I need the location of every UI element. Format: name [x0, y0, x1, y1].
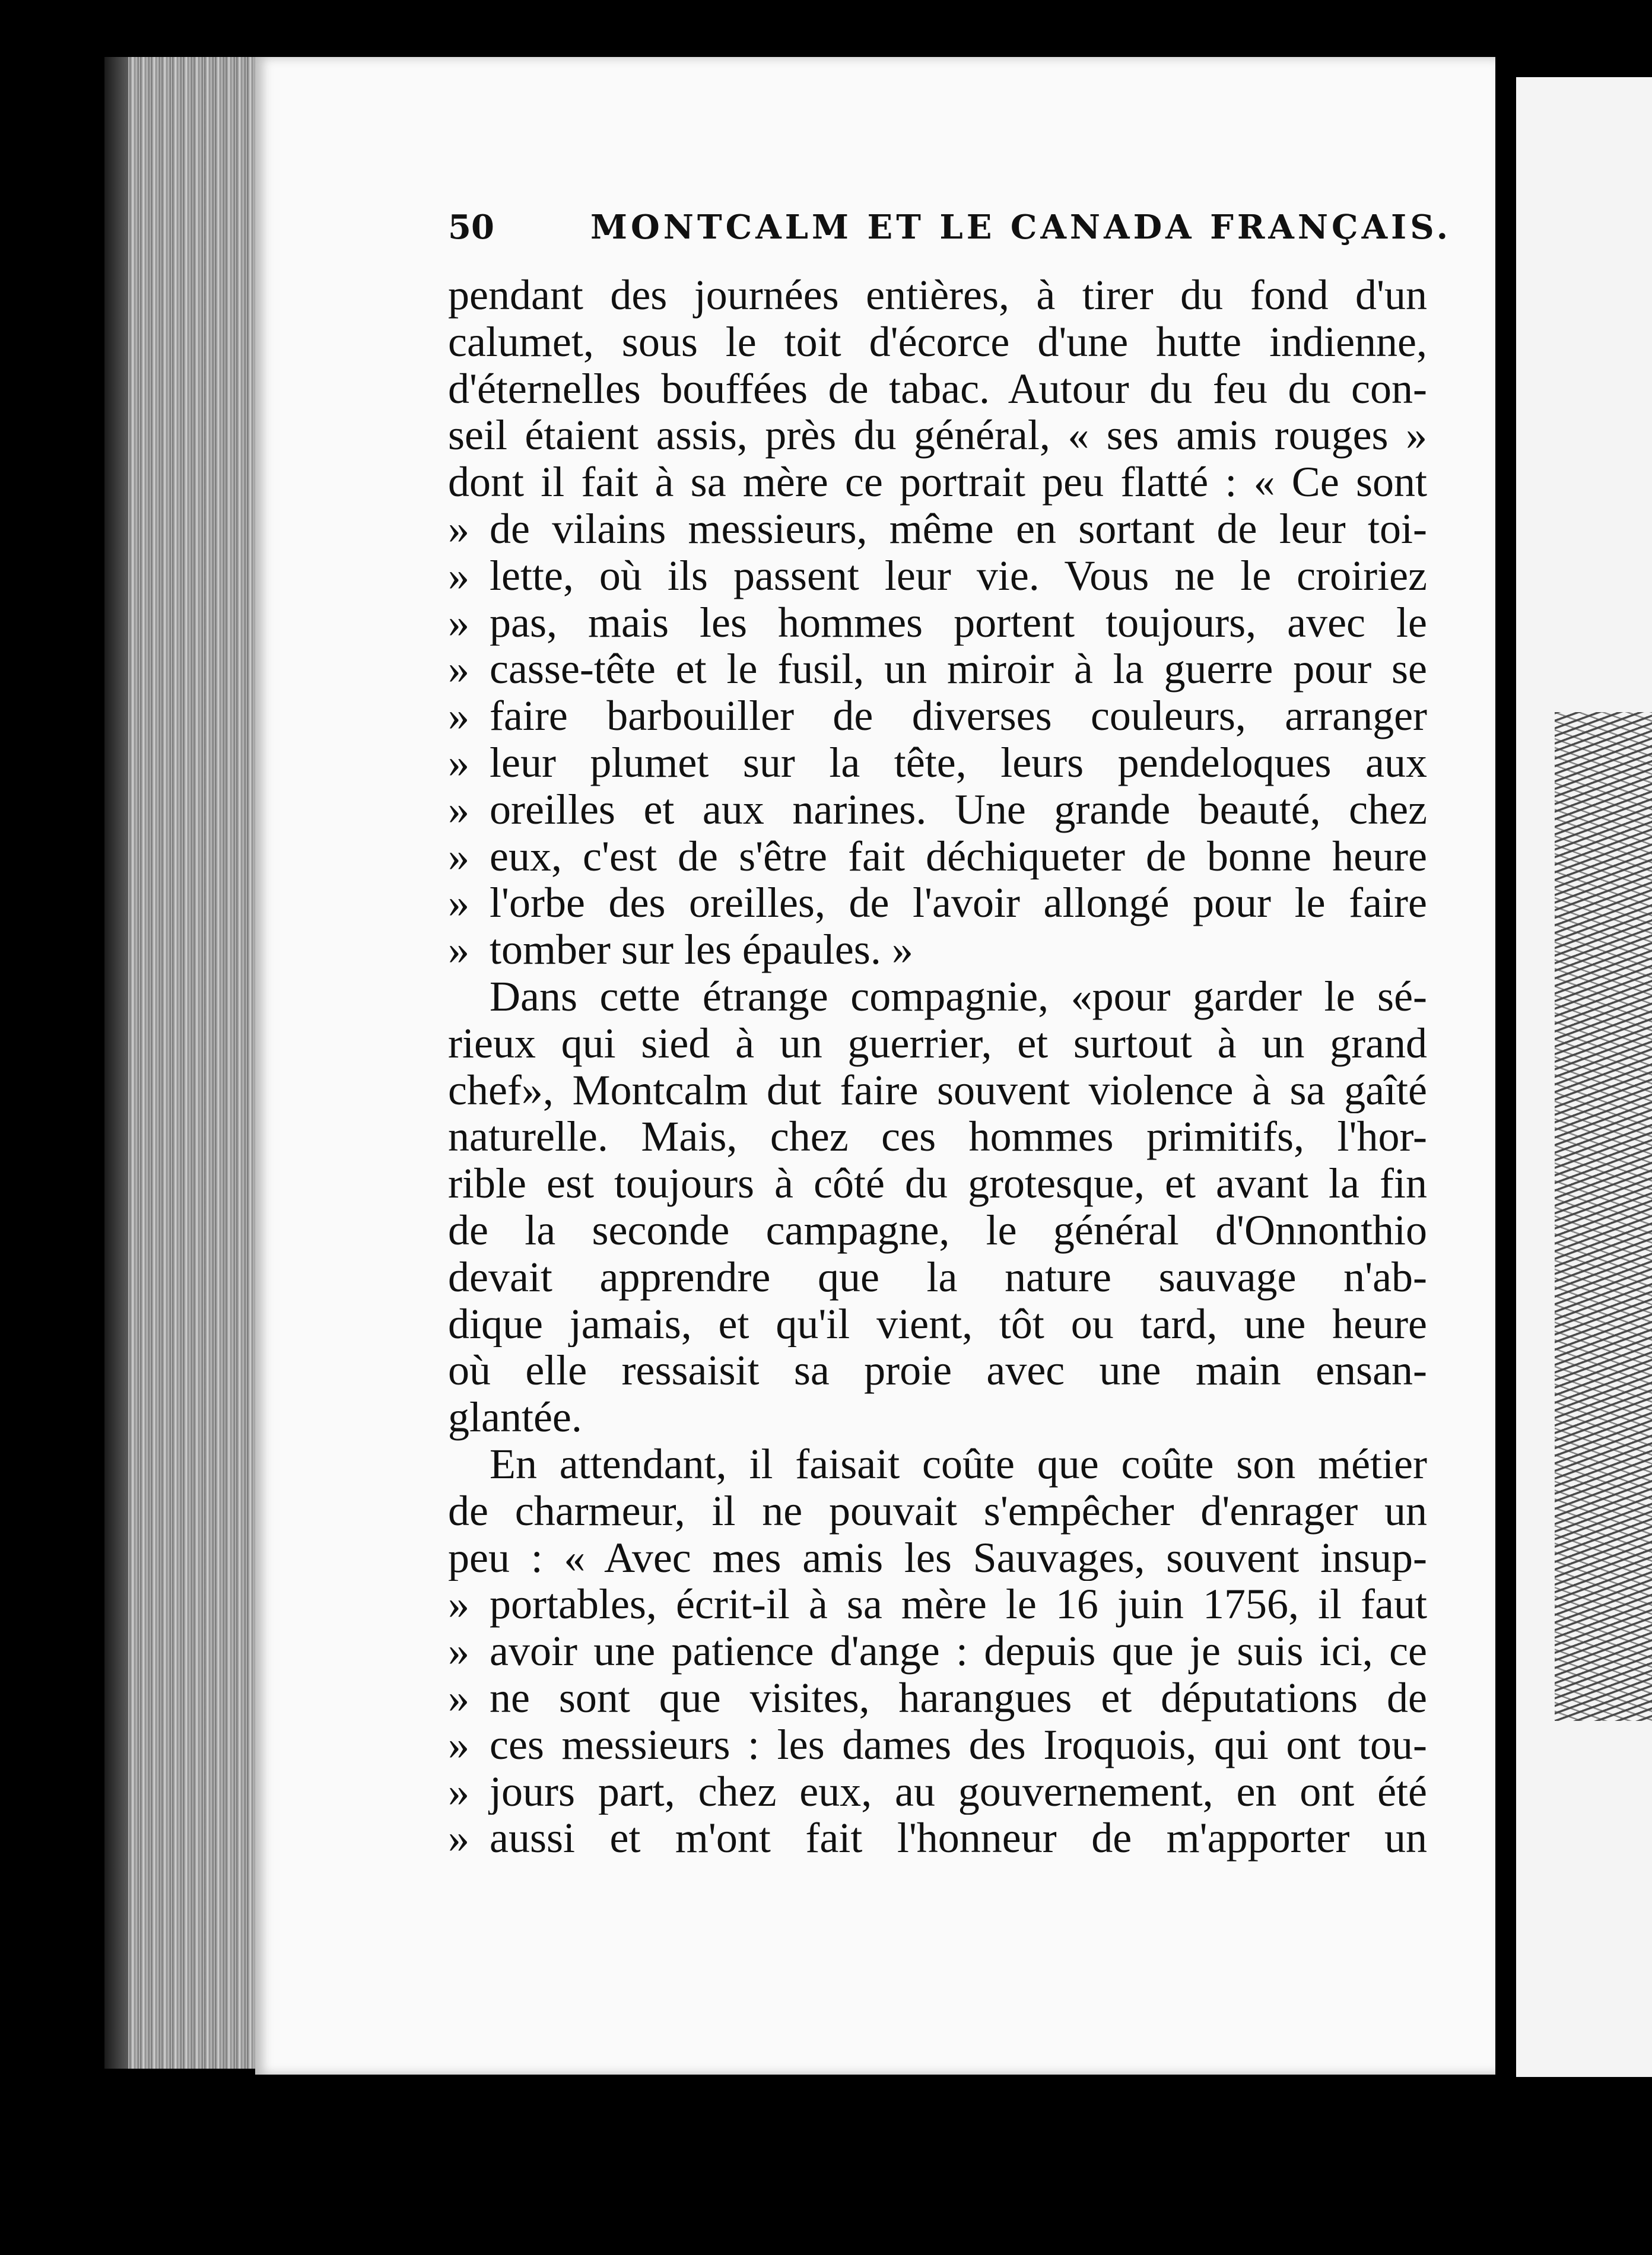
text-line: d'éternelles bouffées de tabac. Autour du feu du con-: [448, 365, 1427, 412]
quoted-line: » leur plumet sur la tête, leurs pendeloques aux: [448, 739, 1427, 786]
quoted-line: » aussi et m'ont fait l'honneur de m'apporter un: [448, 1815, 1427, 1862]
text-line: de la seconde campagne, le général d'Onnonthio: [448, 1206, 1427, 1254]
quoted-line: » lette, où ils passent leur vie. Vous ne le croiriez: [448, 552, 1427, 599]
quoted-line: » faire barbouiller de diverses couleurs, arranger: [448, 693, 1427, 739]
facing-page-engraving: [1555, 712, 1652, 1721]
text-line: de charmeur, il ne pouvait s'empêcher d'enrager un: [448, 1487, 1427, 1535]
quoted-line: » portables, écrit-il à sa mère le 16 juin 1756, il faut: [448, 1581, 1427, 1628]
running-title: MONTCALM ET LE CANADA FRANÇAIS.: [590, 208, 1452, 247]
quoted-line: » avoir une patience d'ange : depuis que je suis ici, ce: [448, 1628, 1427, 1675]
paragraph-first-line: Dans cette étrange compagnie, «pour garder le sé-: [490, 973, 1427, 1020]
text-line: dique jamais, et qu'il vient, tôt ou tard, une heure: [448, 1300, 1427, 1348]
quoted-line: » pas, mais les hommes portent toujours, avec le: [448, 599, 1427, 646]
text-line: rible est toujours à côté du grotesque, et avant la fin: [448, 1160, 1427, 1207]
text-line: peu : « Avec mes amis les Sauvages, souvent insup-: [448, 1534, 1427, 1581]
quoted-line: » casse-tête et le fusil, un miroir à la guerre pour se: [448, 646, 1427, 693]
paragraph-last-line: glantée.: [448, 1394, 582, 1441]
book-spine-shadow: [104, 57, 128, 2069]
text-line: calumet, sous le toit d'écorce d'une hutte indienne,: [448, 318, 1427, 366]
paragraph-first-line: En attendant, il faisait coûte que coûte son métier: [490, 1440, 1427, 1488]
body-text: [448, 272, 1427, 1862]
quoted-line: » jours part, chez eux, au gouvernement, en ont été: [448, 1768, 1427, 1815]
quoted-line: » l'orbe des oreilles, de l'avoir allongé pour le faire: [448, 879, 1427, 926]
running-head: [448, 208, 1452, 261]
text-line: naturelle. Mais, chez ces hommes primitifs, l'hor-: [448, 1113, 1427, 1161]
quoted-line: » ne sont que visites, harangues et députations de: [448, 1675, 1427, 1722]
text-line: seil étaient assis, près du général, « ses amis rouges »: [448, 412, 1427, 459]
text-line: dont il fait à sa mère ce portrait peu flatté : « Ce sont: [448, 459, 1427, 506]
text-line: pendant des journées entières, à tirer du fond d'un: [448, 272, 1427, 319]
quoted-line: » oreilles et aux narines. Une grande beauté, chez: [448, 786, 1427, 833]
text-line: rieux qui sied à un guerrier, et surtout à un grand: [448, 1019, 1427, 1067]
quoted-line: » de vilains messieurs, même en sortant de leur toi-: [448, 506, 1427, 552]
text-line: devait apprendre que la nature sauvage n'ab-: [448, 1253, 1427, 1301]
text-line: chef», Montcalm dut faire souvent violence à sa gaîté: [448, 1066, 1427, 1114]
quoted-line: » eux, c'est de s'être fait déchiqueter de bonne heure: [448, 833, 1427, 880]
text-line: où elle ressaisit sa proie avec une main ensan-: [448, 1347, 1427, 1395]
quoted-line: » tomber sur les épaules. »: [448, 926, 1427, 973]
quoted-line: » ces messieurs : les dames des Iroquois, qui ont tou-: [448, 1722, 1427, 1768]
page-number: 50: [448, 208, 494, 247]
